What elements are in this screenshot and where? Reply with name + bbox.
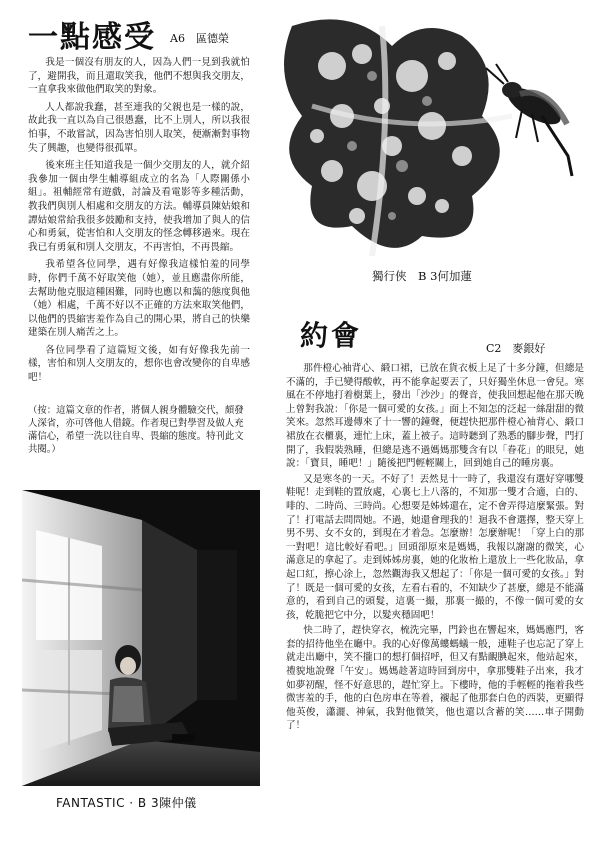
left-article-body — [28, 56, 250, 389]
corridor-photo-image — [22, 490, 260, 786]
left-paragraph: 我是一個沒有朋友的人，因為人們一見到我就怕了，避開我，而且還取笑我，他們不想與我交朋友，一直拿我來做他們取笑的對象。 — [28, 57, 250, 96]
left-paragraph: 後來班主任知道我是一個少交朋友的人，就介紹我參加一個由學生輔導組成立的名為「人際關係小組」。祖輔經常有遊戲，討論及看電影等多種活動，教我們與別人相處和交朋友的方法。輔導員陳姑娘和譚姑娘常給我很多鼓勵和支持，使我增加了與人的信心和勇氣，從害怕和人交朋友的怪念轉移過來。現在我已有勇氣和別人交朋友，不再害怕，不再畏縮。 — [28, 160, 250, 253]
corridor-photo — [22, 490, 260, 786]
right-paragraph: 那件橙心袖背心、緞口裙，已放在貨衣板上足了十多分鐘，但總是不滿的，手已變得酸軟，再不能拿起要丟了，只好獨坐休息一會兒。寒風在不停地打着樹葉上，發出「沙沙」的聲音，使我回想起他在那天晚上曾對我說：「你是一個可愛的女孩。」面上不知怎的泛起一絲甜甜的微笑來。忽然耳邊傳來了十一響的鐘聲，便趕快把那件橙心袖背心、緞口裙放在衣櫃裏，連忙上床，蓋上被子。這時聽到了熟悉的腳步聲，門打開了，我假裝熟睡，但總是逃不過媽媽那雙含有以「眷花」的眼兒，她說：「寶貝，睡吧！」隨後把門輕輕關上，回到她自己的睡房裏。 — [286, 363, 584, 470]
left-paragraph: 我希望各位同學，遇有好像我這樣怕羞的同學時，你們千萬不好取笑他（她），並且應盡你所能，去幫助他克服這種困難，同時也應以和藹的態度與他（她）相處，千萬不好以不正確的方法來取笑他們，以他們的畏縮害羞作為自己的開心果，將自己的快樂建築在別人痛苦之上。 — [28, 259, 250, 339]
left-article-byline: A6 區德榮 — [170, 32, 229, 45]
abstract-print-caption: 獨行俠 B 3何加蓮 — [372, 269, 472, 283]
right-article-title: 約會 — [300, 319, 363, 352]
abstract-print-image — [272, 6, 578, 264]
left-paragraph: 人人都說我蠢，甚至連我的父親也是一樣的說，故此我一直以為自己很愚蠢，比不上別人，所以我很怕事，不敢嘗試，因為害怕別人取笑，便漸漸對事物失了興趣，也變得很孤單。 — [28, 101, 250, 154]
abstract-print-graphic — [272, 6, 578, 264]
right-paragraph: 快二時了，趕快穿衣，梳洗完畢，門鈴也在響起來，媽媽應門，客套的招待他坐在廳中。我的心好像萬螻螞蟻一般，連鞋子也忘記了穿上就走出廳中，笑不攏口的想打個招呼，但又有點靦腆起來，他站起來，禮貌地說聲「午安」。媽媽趁著這時回到房中，拿那雙鞋子出來，我才如夢初醒，怪不好意思的，趕忙穿上。下樓時，他的手輕輕的拖着我些微害羞的手，他的白色房車在等着，襯起了他那套白色的西裝，更顯得他英俊，瀟灑、神氣，我對他微笑，他也還以含蓄的笑……車子開動了！ — [286, 625, 584, 732]
right-paragraph: 又是寒冬的一天。不好了！丟然見十一時了，我還沒有選好穿哪雙鞋呢！走到鞋的置放處，心裏七上八落的，不知那一雙才合適，白的、啡的、二時尚、三時尚。心想要是姊姊還在，定不會弄得這麼緊張。對了！打電話去問問她。不過，她還會理我的！迴我不會選擇，整天穿上男不男、女不女的，到現在才着急。怎麼辦！怎麼辦呢！「穿上白的那一對吧！這比較好看吧。」回頭卻原來是媽媽，我報以謝謝的微笑，心滿意足的拿起了。走到姊姊房裏，她的化妝枱上還放上一些化妝品，拿起口紅，擦心涂上，忽然觀海我又想起了：「你是一個可愛的女孩。」對了！既是一個可愛的女孩，左看右看的，不知缺少了甚麼，總是不能滿意的，看到自己的頭髮，這裏一撮，那裏一撮的，不像一個可愛的女孩，乾脆把它中分，以髮夾穩固吧！ — [286, 473, 584, 621]
left-paragraph: 各位同學看了這篇短文後，如有好像我先前一樣，害怕和別人交朋友的，想你也會改變你的自卑感吧！ — [28, 344, 250, 384]
editor-note: （按：這篇文章的作者，將個人親身體驗交代，頗發人深省，亦可啓他人借鏡。作者現已對學習及做人充滿信心，希望一洗以往自卑、畏縮的態度。特刊此文共閱。） — [28, 405, 244, 455]
left-article-title: 一點感受 — [28, 20, 156, 55]
right-article-byline: C2 麥銀好 — [486, 342, 546, 355]
corridor-photo-caption: FANTASTIC · B 3陳仲儀 — [56, 796, 197, 810]
right-article-body — [286, 362, 584, 735]
